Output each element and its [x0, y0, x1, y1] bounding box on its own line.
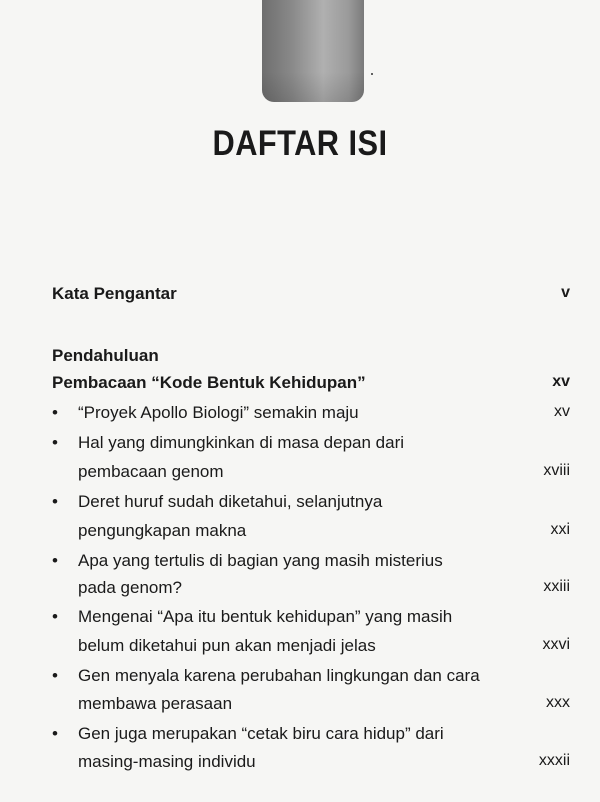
- toc-item-line: pembacaan genom: [78, 462, 224, 481]
- toc-item-continuation[interactable]: [52, 578, 570, 606]
- toc-page-number: xxi: [550, 521, 570, 538]
- toc-item-line: “Proyek Apollo Biologi” semakin maju: [78, 403, 359, 422]
- toc-item-line: masing-masing individu: [78, 752, 256, 771]
- bullet-icon: •: [52, 666, 58, 685]
- bullet-icon: •: [52, 607, 58, 626]
- bullet-icon: •: [52, 492, 58, 511]
- toc-item-line: membawa perasaan: [78, 694, 233, 713]
- toc-page-number: xxvi: [542, 636, 570, 653]
- toc-item[interactable]: [52, 666, 570, 694]
- toc-entry-pembacaan[interactable]: [52, 373, 570, 401]
- toc-item-continuation[interactable]: [52, 636, 570, 664]
- toc-item-line: Mengenai “Apa itu bentuk kehidupan” yang masih: [78, 607, 453, 626]
- toc-item[interactable]: [52, 492, 570, 520]
- toc-page-number: xxx: [546, 694, 570, 711]
- toc-item[interactable]: [52, 607, 570, 635]
- header-decoration: [262, 0, 364, 102]
- toc-item-line: Gen juga merupakan “cetak biru cara hidup” dari: [78, 724, 444, 743]
- toc-item-continuation[interactable]: [52, 694, 570, 722]
- toc-item-line: Gen menyala karena perubahan lingkungan dan cara: [78, 666, 480, 685]
- toc-section-label: Pendahuluan: [52, 346, 159, 365]
- toc-item-line: pengungkapan makna: [78, 521, 247, 540]
- page-title: DAFTAR ISI: [212, 124, 388, 163]
- toc-item-continuation[interactable]: [52, 521, 570, 549]
- toc-item[interactable]: [52, 724, 570, 752]
- toc-item-line: pada genom?: [78, 578, 182, 597]
- toc-item-line: Hal yang dimungkinkan di masa depan dari: [78, 433, 405, 452]
- toc-section-pendahuluan[interactable]: [52, 346, 570, 374]
- toc-entry-label: Pembacaan “Kode Bentuk Kehidupan”: [52, 373, 366, 392]
- toc-page-number: xxiii: [543, 578, 570, 595]
- ink-speck: [371, 73, 373, 75]
- bullet-icon: •: [52, 403, 58, 422]
- toc-entry-label: Kata Pengantar: [52, 284, 177, 303]
- toc-item-line: belum diketahui pun akan menjadi jelas: [78, 636, 376, 655]
- bullet-icon: •: [52, 433, 58, 452]
- toc-page-number: xv: [552, 373, 570, 390]
- toc-item-line: Apa yang tertulis di bagian yang masih misterius: [78, 551, 443, 570]
- toc-item-line: Deret huruf sudah diketahui, selanjutnya: [78, 492, 383, 511]
- toc-item[interactable]: [52, 433, 570, 461]
- toc-page-number: xv: [554, 403, 570, 420]
- toc-page-number: v: [561, 284, 570, 301]
- bullet-icon: •: [52, 551, 58, 570]
- toc-item-continuation[interactable]: [52, 462, 570, 490]
- bullet-icon: •: [52, 724, 58, 743]
- toc-item[interactable]: [52, 403, 570, 431]
- toc-item-continuation[interactable]: [52, 752, 570, 780]
- toc-page-number: xviii: [543, 462, 570, 479]
- toc-entry-kata-pengantar[interactable]: [52, 284, 570, 312]
- toc-page-number: xxxii: [538, 752, 570, 769]
- toc-item[interactable]: [52, 551, 570, 579]
